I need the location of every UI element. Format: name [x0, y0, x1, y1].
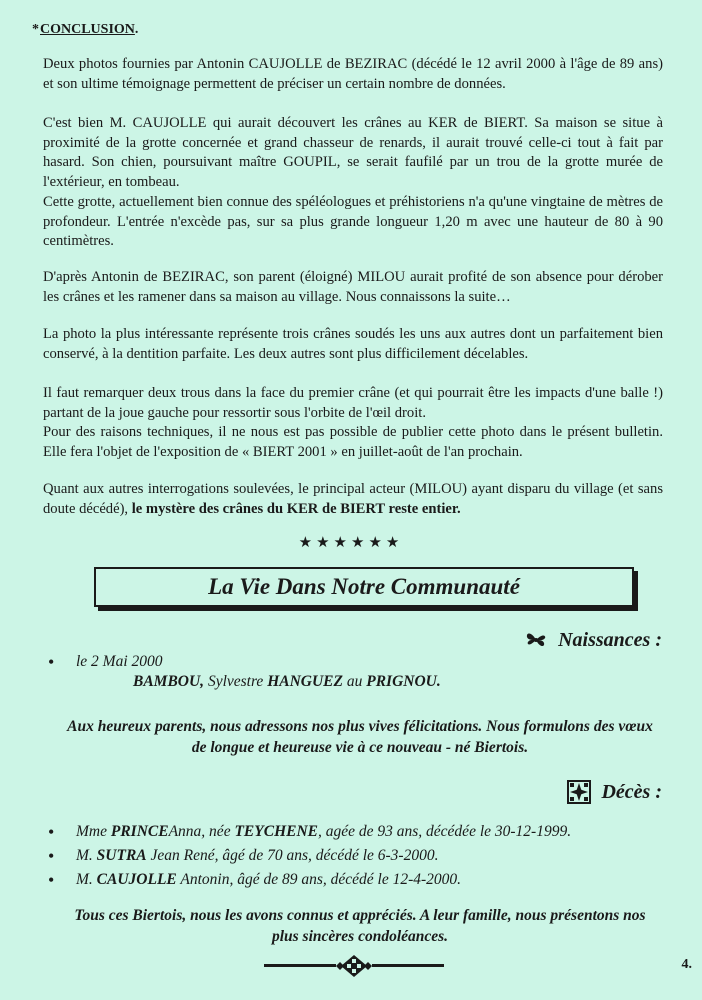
- deces-title: M.: [76, 871, 93, 888]
- paragraph-exposition: Pour des raisons techniques, il ne nous est pas possible de publier cette photo dans le présent bulletin. Elle fera l'objet de l'exposition de « BIERT 2001 » en juillet-août de l'an prochain.: [43, 424, 663, 460]
- asterisk-marker: *: [32, 22, 39, 37]
- paragraph-milou: D'après Antonin de BEZIRAC, son parent (éloigné) MILOU aurait profité de son absence pour dérober les crânes et les ramener dans sa maison au village. Nous connaissons la suite…: [43, 269, 663, 305]
- deces-list: [48, 820, 571, 892]
- deces-detail: , âgé de 89 ans, décédé le 12-4-2000.: [229, 871, 462, 888]
- paragraph-mystere-bold: le mystère des crânes du KER de BIERT reste entier.: [131, 500, 461, 517]
- conclusion-heading: [32, 22, 138, 38]
- deces-maiden: TEYCHENE: [234, 823, 318, 840]
- naissance-date-text: le 2 Mai 2000: [76, 653, 163, 670]
- deces-heading-text: Décès :: [601, 780, 662, 803]
- child-first-name: Sylvestre: [207, 673, 264, 690]
- deces-given: Anna, née: [168, 823, 231, 840]
- footer-ornament: [264, 954, 444, 978]
- deces-heading: [567, 780, 662, 804]
- deces-given: Jean René: [150, 847, 215, 864]
- naissances-heading: [524, 628, 662, 652]
- flower-icon: [524, 628, 548, 652]
- naissances-list: [48, 650, 163, 674]
- deces-given: Antonin: [180, 871, 230, 888]
- paragraph-photos: Deux photos fournies par Antonin CAUJOLLE de BEZIRAC (décédé le 12 avril 2000 à l'âge de 89 ans) et son ultime témoignage permettent de préciser un certain nombre de données.: [43, 56, 663, 92]
- ornamental-square-icon: [567, 780, 591, 804]
- child-location-prefix: au: [346, 673, 363, 690]
- deces-title: M.: [76, 847, 93, 864]
- conclusion-heading-text: CONCLUSION: [40, 22, 135, 37]
- banner-title: La Vie Dans Notre Communauté: [208, 574, 520, 599]
- paragraph-trous: Il faut remarquer deux trous dans la face du premier crâne (et qui pourrait être les impacts d'une balle !) partant de la joue gauche pour ressortir sous l'orbite de l'œil droit.: [43, 385, 663, 421]
- child-name: BAMBOU,: [133, 673, 205, 690]
- deces-entry: [48, 844, 571, 868]
- conclusion-heading-suffix: .: [134, 22, 139, 37]
- paragraph-mystere-text: Quant aux autres interrogations soulevées, le principal acteur (MILOU) ayant disparu du village (et sans doute décédé),: [43, 481, 663, 517]
- naissances-heading-text: Naissances :: [558, 628, 662, 651]
- deces-surname: PRINCE: [110, 823, 169, 840]
- page-number: 4.: [681, 957, 692, 972]
- paragraph-discovery: C'est bien M. CAUJOLLE qui aurait découvert les crânes au KER de BIERT. Sa maison se situe à proximité de la grotte concernée et grand chasseur de renards, il aurait trouvé celle-ci tout à fait par hasard. Son chien, poursuivant maître GOUPIL, se serait faufilé par un trou de la grotte murée de l'extérieur, en tombeau.: [43, 115, 663, 190]
- naissances-message: Aux heureux parents, nous adressons nos plus vives félicitations. Nous formulons des vœux de longue et heureuse vie à ce nouveau - né Biertois.: [67, 718, 653, 756]
- deces-detail: , agée de 93 ans, décédée le 30-12-1999.: [318, 823, 572, 840]
- naissance-date: [48, 650, 163, 674]
- naissance-child: [133, 673, 441, 691]
- deces-surname: SUTRA: [96, 847, 147, 864]
- deces-entry: [48, 820, 571, 844]
- paragraph-photo-detail: La photo la plus intéressante représente trois crânes soudés les uns aux autres dont un parfaitement bien conservé, à la dentition parfaite. Les deux autres sont plus difficilement décelables.: [43, 326, 663, 362]
- deces-detail: , âgé de 70 ans, décédé le 6-3-2000.: [214, 847, 439, 864]
- separator-stars: ★★★★★★: [298, 533, 404, 551]
- deces-title: Mme: [76, 823, 107, 840]
- paragraph-mystere: [43, 480, 663, 519]
- deces-surname: CAUJOLLE: [96, 871, 177, 888]
- paragraph-grotte: Cette grotte, actuellement bien connue des spéléologues et préhistoriens n'a qu'une vingtaine de mètres de profondeur. L'entrée n'excède pas, sur sa plus grande longueur 1,20 m avec une hauteur de 80 à 90 centimètres.: [43, 194, 663, 250]
- deces-message: Tous ces Biertois, nous les avons connus et appréciés. A leur famille, nous présentons nos plus sincères condoléances.: [74, 907, 646, 945]
- deces-entry: [48, 868, 571, 892]
- child-last-name: HANGUEZ: [267, 673, 343, 690]
- child-location: PRIGNOU.: [366, 673, 441, 690]
- community-banner: [94, 567, 634, 607]
